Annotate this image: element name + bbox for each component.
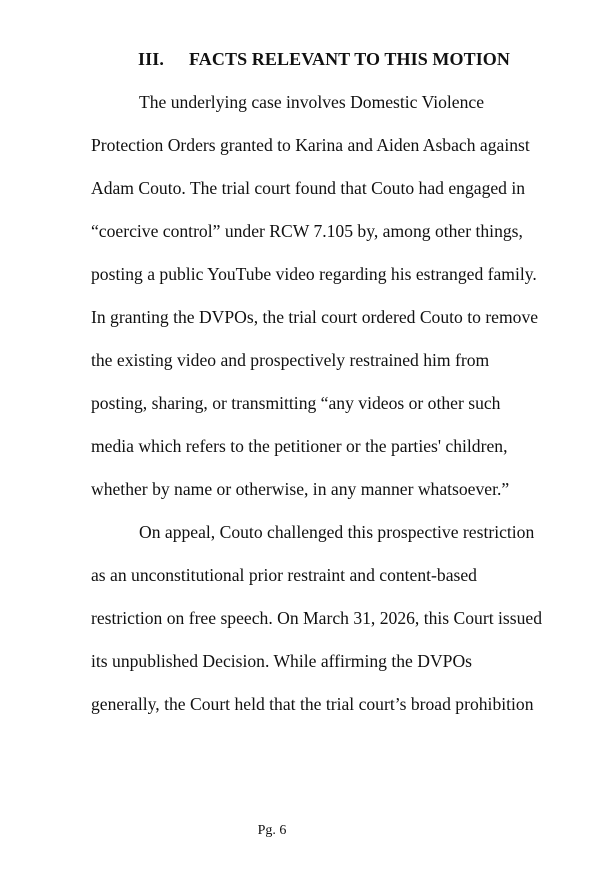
section-heading [138,48,510,70]
paragraph-line: In granting the DVPOs, the trial court ordered Couto to remove [91,307,539,327]
paragraph-line: posting a public YouTube video regarding his estranged family. [91,264,537,284]
paragraph-line: restriction on free speech. On March 31, 2026, this Court issued [91,608,542,628]
paragraph-line: Adam Couto. The trial court found that Couto had engaged in [91,178,526,198]
paragraph-line: “coercive control” under RCW 7.105 by, among other things, [91,221,523,241]
paragraph-line: whether by name or otherwise, in any manner whatsoever.” [91,479,510,499]
paragraph-line: Protection Orders granted to Karina and Aiden Asbach against [91,135,530,155]
paragraph-line: generally, the Court held that the trial court’s broad prohibition [91,694,534,714]
paragraph-line: The underlying case involves Domestic Violence [139,92,485,112]
paragraph-line: media which refers to the petitioner or the parties' children, [91,436,508,456]
paragraph-line: the existing video and prospectively restrained him from [91,350,490,370]
paragraph-line: as an unconstitutional prior restraint and content-based [91,565,477,585]
paragraph-line: its unpublished Decision. While affirming the DVPOs [91,651,472,671]
section-number: III. [138,49,164,69]
paragraph-line: On appeal, Couto challenged this prospective restriction [139,522,535,542]
paragraph-line: posting, sharing, or transmitting “any videos or other such [91,393,501,413]
section-title: FACTS RELEVANT TO THIS MOTION [189,49,511,69]
page-number: Pg. 6 [257,823,287,838]
